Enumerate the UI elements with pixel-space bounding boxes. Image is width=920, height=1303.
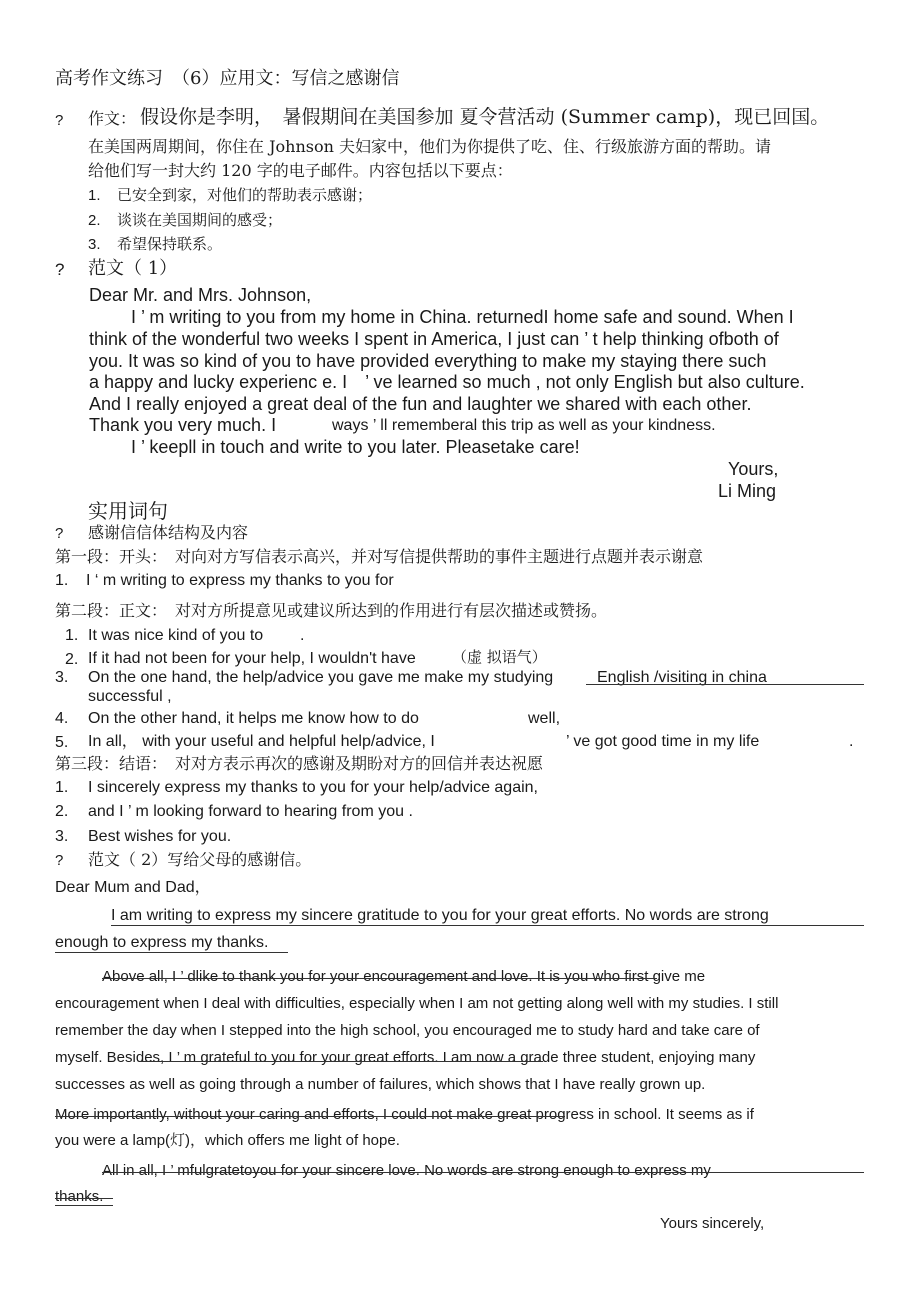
phrase-text: On the other hand, it helps me know how to do <box>88 710 419 727</box>
phrase-text: I ‘ m writing to express my thanks to you for <box>86 572 394 589</box>
strike-line <box>102 1172 864 1173</box>
sample1-body-line: ways ’ ll rememberal this trip as well as your kindness. <box>332 417 716 434</box>
phrase-number: 3. <box>55 669 69 686</box>
sample2-heading: 范文（ 2）写给父母的感谢信。 <box>88 850 312 869</box>
task-point: 已安全到家，对他们的帮助表示感谢； <box>117 186 373 204</box>
phrase-text: Best wishes for you. <box>88 828 232 845</box>
phrase-end: . <box>849 733 854 750</box>
phrase-tail: English /visiting in china <box>597 669 767 686</box>
sample1-signature: Li Ming <box>718 481 777 501</box>
phrase-number: 2. <box>65 651 79 668</box>
task-line-2: 在美国两周期间，你住在 Johnson 夫妇家中，他们为你提供了吃、住、行级旅游方面的帮助。请 <box>88 137 771 156</box>
sample1-closing: Yours, <box>728 459 779 479</box>
sample2-body-line: thanks. <box>55 1188 104 1205</box>
phrase-text: I sincerely express my thanks to you for your help/advice again, <box>88 779 538 796</box>
strike-line <box>55 1198 113 1199</box>
phrase-text: If it had not been for your help, I wouldn't have <box>88 650 416 667</box>
sample1-body-line: you. It was so kind of you to have provided everything to make my staying there such <box>89 351 767 371</box>
underline <box>55 952 288 953</box>
sample1-bullet: ? <box>55 260 65 279</box>
underline <box>55 1205 113 1206</box>
task-line-1: 假设你是李明， 暑假期间在美国参加 夏令营活动 (Summer camp)，现已回国。 <box>140 106 830 128</box>
phrases-heading: 实用词句 <box>88 499 168 523</box>
sample1-body-line: I ’ keepll in touch and write to you later. Pleasetake care! <box>131 437 580 457</box>
sample1-body-line: a happy and lucky experienc e. I ’ ve learned so much , not only English but also culture. <box>89 372 805 392</box>
sample2-body-line: successes as well as going through a number of failures, which shows that I have really grown up. <box>55 1076 706 1093</box>
phrase-text: On the one hand, the help/advice you gave me make my studying <box>88 669 554 686</box>
sample1-heading: 范文（ 1） <box>88 258 178 279</box>
phrase-tail: ’ ve got good time in my life <box>566 733 760 750</box>
phrase-text: In all， with your useful and helpful help/advice, I <box>88 733 435 750</box>
phrase-number: 1. <box>65 627 79 644</box>
phrase-number: 1. <box>55 572 69 589</box>
task-bullet: ? <box>55 112 64 129</box>
sample2-closing: Yours sincerely, <box>660 1215 765 1232</box>
phrase-number: 4. <box>55 710 69 727</box>
paragraph-2-title: 第二段：正文： 对对方所提意见或建议所达到的作用进行有层次描述或赞扬。 <box>55 601 608 620</box>
sample2-body-line: More importantly, without your caring and efforts, I could not make great progress in school. It seems as if <box>55 1106 754 1123</box>
task-point-number: 2. <box>88 212 101 229</box>
task-line-3: 给他们写一封大约 120 字的电子邮件。内容包括以下要点： <box>88 161 513 180</box>
sample2-body-line: you were a lamp(灯)，which offers me light of hope. <box>55 1132 400 1149</box>
sample2-body-line: Above all, I ’ dlike to thank you for your encouragement and love. It is you who first give me <box>102 968 706 985</box>
sample2-body-line: I am writing to express my sincere gratitude to you for your great efforts. No words are strong <box>111 907 769 924</box>
sample2-body-line: All in all, I ’ mfulgratetoyou for your sincere love. No words are strong enough to express my <box>102 1162 711 1179</box>
sample2-body-line: myself. Besides, I ’ m grateful to you for your great efforts. I am now a grade three student, enjoying many <box>55 1049 756 1066</box>
phrase-tail: well, <box>528 710 561 727</box>
paragraph-1-title: 第一段：开头： 对向对方写信表示高兴，并对写信提供帮助的事件主题进行点题并表示谢意 <box>55 547 704 566</box>
phrase-text: It was nice kind of you to <box>88 627 264 644</box>
strike-line <box>55 1116 565 1117</box>
phrase-tail: （虚 拟语气） <box>452 648 547 666</box>
task-point: 希望保持联系。 <box>117 235 223 253</box>
phrase-number: 3. <box>55 828 69 845</box>
sample1-greeting: Dear Mr. and Mrs. Johnson, <box>89 285 312 305</box>
task-point: 谈谈在美国期间的感受； <box>117 211 283 229</box>
sample2-body-line: enough to express my thanks. <box>55 934 269 951</box>
strike-line <box>102 978 657 979</box>
sample2-body-line: remember the day when I stepped into the high school, you encouraged me to study hard and take care of <box>55 1022 760 1039</box>
task-label: 作文： <box>88 109 137 128</box>
page-title: 高考作文练习 （6）应用文：写信之感谢信 <box>55 68 400 89</box>
structure-heading: 感谢信信体结构及内容 <box>88 523 249 542</box>
task-point-number: 1. <box>88 187 101 204</box>
sample1-body-line: I ’ m writing to you from my home in China. returnedI home safe and sound. When I <box>131 307 794 327</box>
fill-in-line <box>586 684 864 685</box>
phrase-number: 2. <box>55 803 69 820</box>
task-point-number: 3. <box>88 236 101 253</box>
phrase-number: 1. <box>55 779 69 796</box>
sample1-body-line: And I really enjoyed a great deal of the fun and laughter we shared with each other. <box>89 394 752 414</box>
sample1-body-line: think of the wonderful two weeks I spent in America, I just can ’ t help thinking ofboth of <box>89 329 779 349</box>
sample2-body-line: encouragement when I deal with difficulties, especially when I am not getting along well with my studies. I still <box>55 995 779 1012</box>
phrase-number: 5. <box>55 734 69 751</box>
sample1-body-line: Thank you very much. I <box>89 415 277 435</box>
sample2-bullet: ? <box>55 852 64 869</box>
paragraph-3-title: 第三段：结语： 对对方表示再次的感谢及期盼对方的回信并表达祝愿 <box>55 754 544 773</box>
sample2-greeting: Dear Mum and Dad， <box>55 879 211 896</box>
phrase-text: and I ’ m looking forward to hearing from you . <box>88 803 413 820</box>
phrase-continuation: successful , <box>88 688 172 705</box>
strike-line <box>140 1061 543 1062</box>
structure-bullet: ? <box>55 525 64 542</box>
phrase-tail: . <box>300 627 305 644</box>
underline <box>111 925 864 926</box>
